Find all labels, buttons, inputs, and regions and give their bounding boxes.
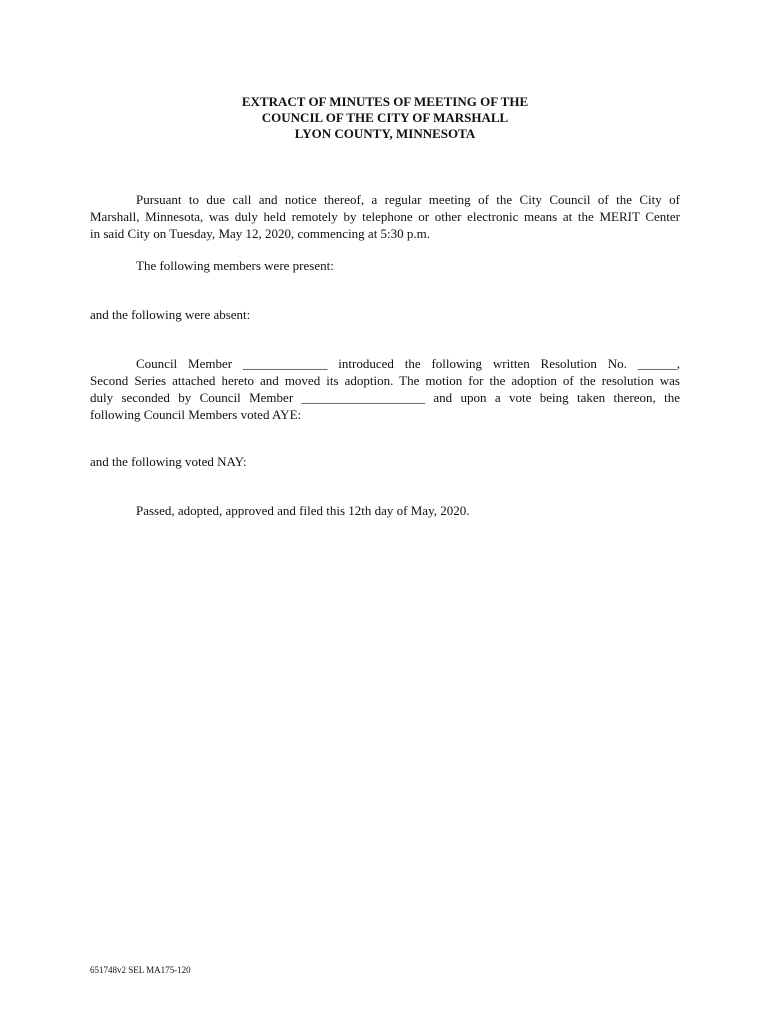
resolution-line-1: Council Member _____________ introduced the following written Resolution No. ______,	[136, 356, 680, 371]
document-id-footer: 651748v2 SEL MA175-120	[90, 965, 191, 975]
intro-paragraph	[90, 191, 680, 242]
members-present-text: The following members were present:	[136, 258, 334, 273]
resolution-paragraph	[90, 355, 680, 423]
document-heading	[0, 94, 770, 142]
resolution-line-2: Second Series attached hereto and moved its adoption. The motion for the adoption of the resolution was	[90, 373, 680, 388]
heading-line-3: LYON COUNTY, MINNESOTA	[294, 126, 476, 141]
intro-line-1: Pursuant to due call and notice thereof, a regular meeting of the City Council of the City of	[136, 192, 680, 207]
members-absent-text: and the following were absent:	[90, 307, 251, 322]
intro-line-3: in said City on Tuesday, May 12, 2020, commencing at 5:30 p.m.	[90, 226, 431, 241]
passed-adopted-text: Passed, adopted, approved and filed this 12th day of May, 2020.	[136, 503, 470, 518]
resolution-line-4: following Council Members voted AYE:	[90, 407, 302, 422]
heading-line-2: COUNCIL OF THE CITY OF MARSHALL	[261, 110, 509, 125]
voted-nay-text: and the following voted NAY:	[90, 454, 247, 469]
heading-line-1: EXTRACT OF MINUTES OF MEETING OF THE	[241, 94, 529, 109]
intro-line-2: Marshall, Minnesota, was duly held remotely by telephone or other electronic means at the MERIT Center	[90, 209, 680, 224]
resolution-line-3: duly seconded by Council Member ___________________ and upon a vote being taken thereon, the	[90, 390, 680, 405]
